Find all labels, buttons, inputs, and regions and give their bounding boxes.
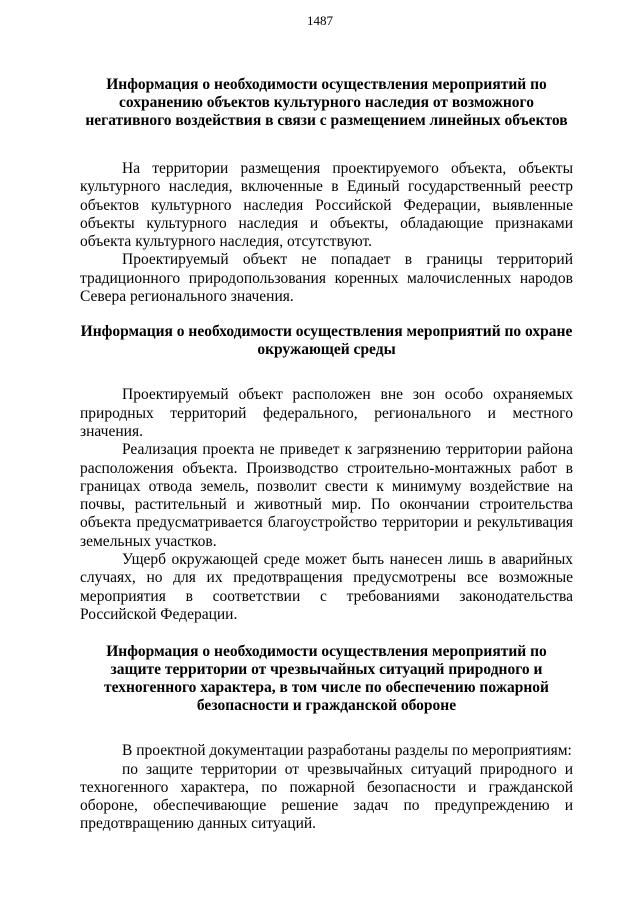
document-body <box>80 76 573 834</box>
section-environment-protection <box>80 323 573 624</box>
page-number: 1487 <box>307 13 333 28</box>
paragraph: Проектируемый объект не попадает в границы территорий традиционного природопользования коренных малочисленных народов Севера регионального значения. <box>80 251 573 306</box>
section-cultural-heritage <box>80 76 573 306</box>
paragraph: по защите территории от чрезвычайных ситуаций природного и техногенного характера, по пожарной безопасности и гражданской обороне, обеспечивающие решение задач по предупреждению и предотвращению данных ситуаций. <box>80 760 573 833</box>
section-heading: Информация о необходимости осуществления мероприятий по сохранению объектов культурного наследия от возможного негативного воздействия в связи с размещением линейных объектов <box>85 76 568 129</box>
section-heading: Информация о необходимости осуществления мероприятий по защите территории от чрезвычайных ситуаций природного и техногенного характера, в том числе по обеспечению пожарной безопасности и гражданской обороне <box>104 643 549 715</box>
paragraph: Реализация проекта не приведет к загрязнению территории района расположения объекта. Производство строительно-монтажных работ в границах отвода земель, позволит свести к минимуму воздействие на почвы, растительный и животный мир. По окончании строительства объекта предусматривается благоустройство территории и рекультивация земельных участков. <box>80 441 573 550</box>
paragraph: В проектной документации разработаны разделы по мероприятиям: <box>122 742 572 760</box>
paragraph: На территории размещения проектируемого объекта, объекты культурного наследия, включенные в Единый государственный реестр объектов культурного наследия Российской Федерации, выявленные объекты культурного наследия и объекты, обладающие признаками объекта культурного наследия, отсутствуют. <box>80 160 573 251</box>
section-emergency-protection <box>80 643 573 833</box>
section-heading: Информация о необходимости осуществления мероприятий по охране окружающей среды <box>80 323 573 359</box>
paragraph: Проектируемый объект расположен вне зон особо охраняемых природных территорий федерального, регионального и местного значения. <box>80 386 573 440</box>
paragraph: Ущерб окружающей среде может быть нанесен лишь в аварийных случаях, но для их предотвращения предусмотрены все возможные мероприятия в соответствии с требованиями законодательства Российской Федерации. <box>80 551 573 623</box>
